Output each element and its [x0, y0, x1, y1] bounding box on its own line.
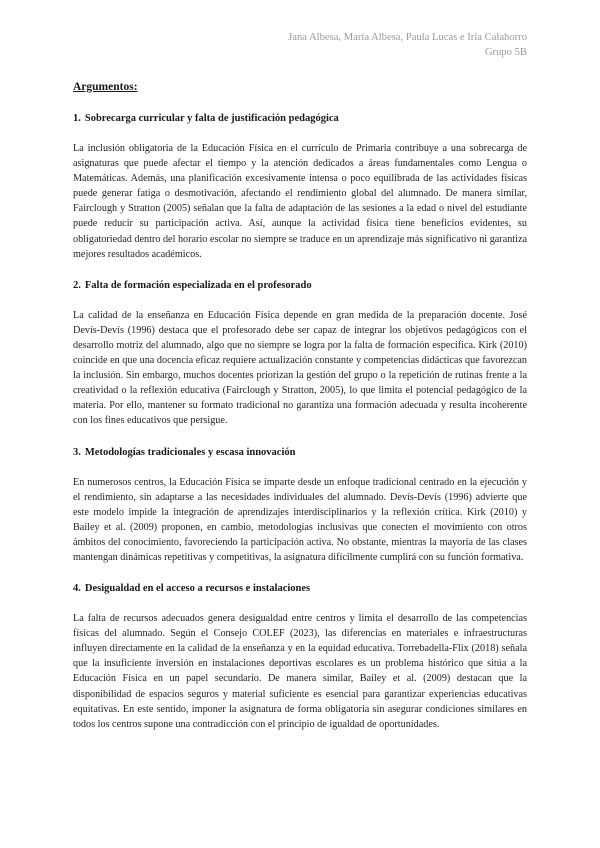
- document-body: [73, 80, 527, 748]
- section-number: 1.: [73, 113, 81, 124]
- section-number: 3.: [73, 446, 81, 458]
- section-heading: [73, 445, 527, 460]
- document-title: Argumentos:: [73, 81, 138, 93]
- section-4: [73, 581, 527, 732]
- section-paragraph: La falta de recursos adecuados genera desigualdad entre centros y limita el desarrollo de las competencias físicas del alumnado. Según el Consejo COLEF (2023), las diferencias en materiales e infraestructuras influyen directamente en la calidad de la enseñanza y en la equidad educativa. Torrebadella-Flix (2018) señala que la insuficiente inversión en instalaciones deportivas escolares es un problema histórico que sitúa a la Educación Física en un papel secundario. De manera similar, Bailey et al. (2009) destacan que la disponibilidad de espacios seguros y material suficiente es esencial para garantizar experiencias educativas equitativas. En este sentido, imponer la asignatura de forma obligatoria sin asegurar condiciones similares en todos los centros supone una contradicción con el principio de igualdad de oportunidades.: [73, 613, 527, 730]
- section-heading: [73, 581, 527, 596]
- section-heading-text: Desigualdad en el acceso a recursos e instalaciones: [84, 583, 311, 595]
- section-heading-text: Falta de formación especializada en el profesorado: [84, 279, 312, 291]
- section-2: [73, 278, 527, 429]
- section-heading: [73, 111, 527, 126]
- header-group: Grupo 5B: [484, 47, 527, 58]
- section-1: [73, 111, 527, 262]
- section-number: 2.: [73, 279, 81, 291]
- header-authors: Jana Albesa, María Albesa, Paula Lucas e Iria Calahorro: [288, 32, 527, 43]
- section-heading-text: Metodologías tradicionales y escasa innovación: [84, 446, 296, 458]
- section-paragraph: En numerosos centros, la Educación Física se imparte desde un enfoque tradicional centrado en la ejecución y el rendimiento, sin adaptarse a las necesidades individuales del alumnado. Devís-Devís (1996) advierte que este modelo impide la integración de aprendizajes interdisciplinarios y la reflexión crítica. Kirk (2010) y Bailey et al. (2009) proponen, en cambio, metodologías inclusivas que conecten el movimiento con otros ámbitos del conocimiento, favoreciendo la participación activa. No obstante, mientras la mayoría de las clases mantengan dinámicas repetitivas y competitivas, la asignatura difícilmente cumplirá con su función formativa.: [73, 476, 527, 563]
- section-number: 4.: [73, 583, 81, 595]
- section-paragraph: La calidad de la enseñanza en Educación Física depende en gran medida de la preparación docente. José Devís-Devís (1996) destaca que el profesorado debe ser capaz de integrar los objetivos pedagógicos con el desarrollo motriz del alumnado, algo que no siempre se logra por la falta de formación específica. Kirk (2010) coincide en que una docencia eficaz requiere actualización constante y competencias didácticas que favorezcan la inclusión. Sin embargo, muchos docentes priorizan la gestión del grupo o la repetición de rutinas frente a la creatividad o la reflexión educativa (Fairclough y Stratton, 2005), lo que limita el potencial pedagógico de la materia. Por ello, mantener su formato tradicional no garantiza una formación adecuada y resulta incoherente con los fines educativos que persigue.: [73, 309, 527, 427]
- page-header: [288, 30, 527, 60]
- section-3: [73, 445, 527, 566]
- section-paragraph: La inclusión obligatoria de la Educación Física en el currículo de Primaria contribuye a una sobrecarga de asignaturas que puede afectar el tiempo y la atención dedicados a áreas fundamentales como Lengua o Matemáticas. Además, una planificación excesivamente intensa o poco equilibrada de las actividades físicas puede generar fatiga o desmotivación, afectando el rendimiento global del alumnado. De manera similar, Fairclough y Stratton (2005) señalan que la falta de adaptación de las sesiones a la edad o nivel del estudiante puede reducir su participación activa. Así, aunque la actividad física tiene beneficios evidentes, su obligatoriedad dentro del horario escolar no siempre se traduce en un aprendizaje más significativo ni garantiza mejores resultados académicos.: [73, 143, 528, 260]
- section-heading: [73, 278, 527, 293]
- section-heading-text: Sobrecarga curricular y falta de justificación pedagógica: [84, 113, 339, 124]
